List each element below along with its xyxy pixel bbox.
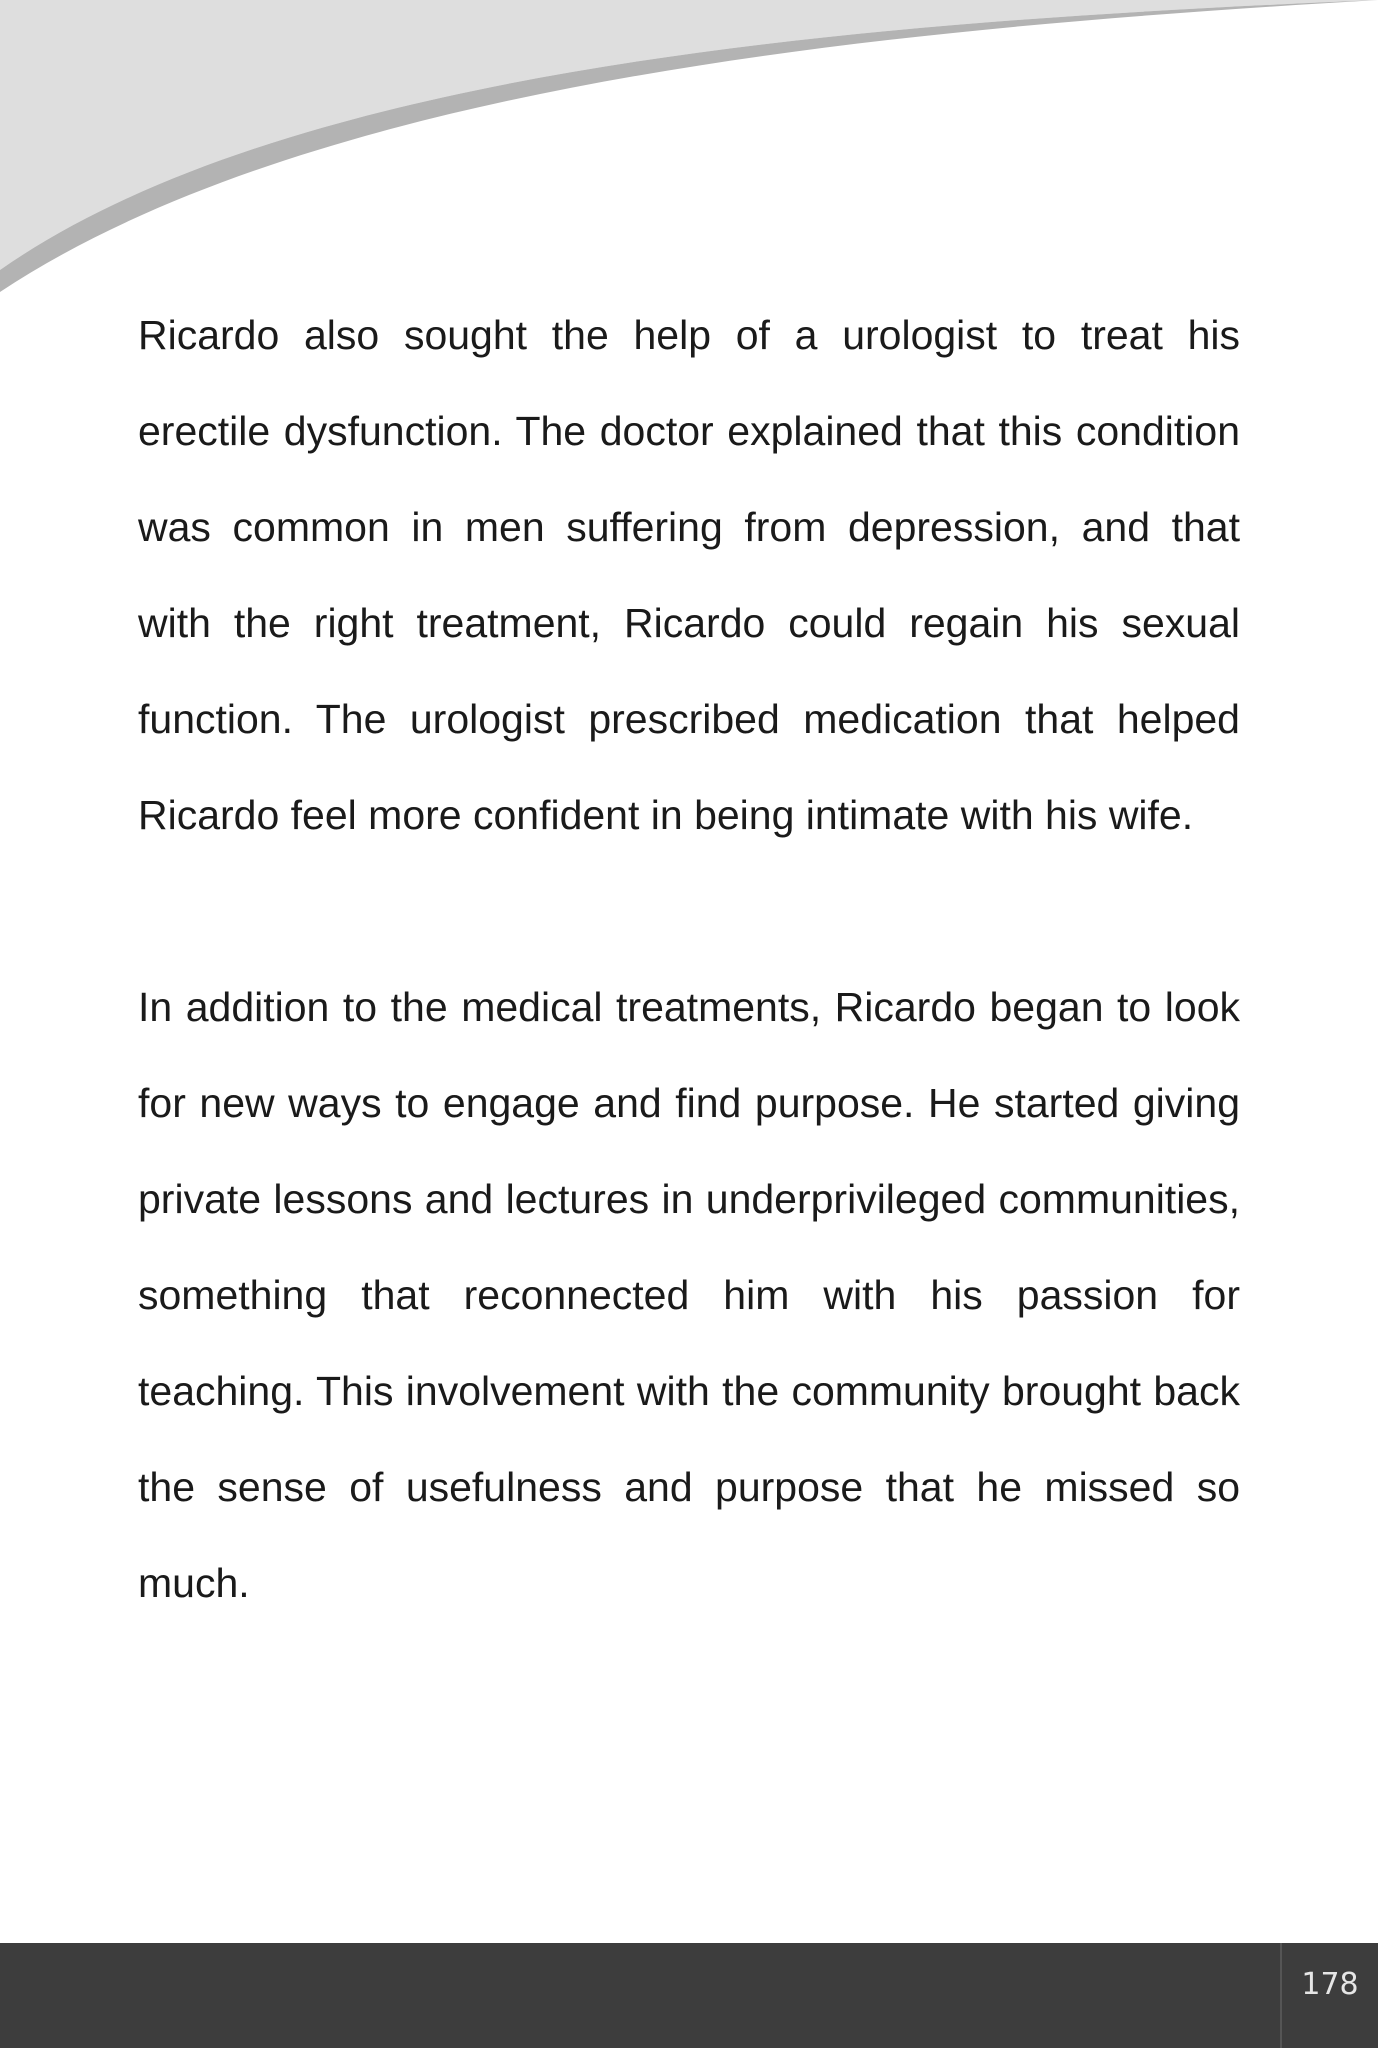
paragraph-1: Ricardo also sought the help of a urologist to treat his erectile dysfunction. The doctor explained that this condition was common in men suffering from depression, and that with the right treatment, Ricardo could regain his sexual function. The urologist prescribed medication that helped Ricardo feel more confident in being intimate with his wife.: [138, 312, 1240, 838]
paragraph-2: In addition to the medical treatments, Ricardo began to look for new ways to engage and find purpose. He started giving private lessons and lectures in underprivileged communities, something that reconnected him with his passion for teaching. This involvement with the community brought back the sense of usefulness and purpose that he missed so much.: [138, 984, 1240, 1606]
body-text: [138, 287, 1240, 1727]
swoosh-light-band: [0, 0, 1378, 270]
header-swoosh-decoration: [0, 0, 1378, 300]
page-number: 178: [1280, 1943, 1378, 2048]
footer-bar: [0, 1943, 1378, 2048]
